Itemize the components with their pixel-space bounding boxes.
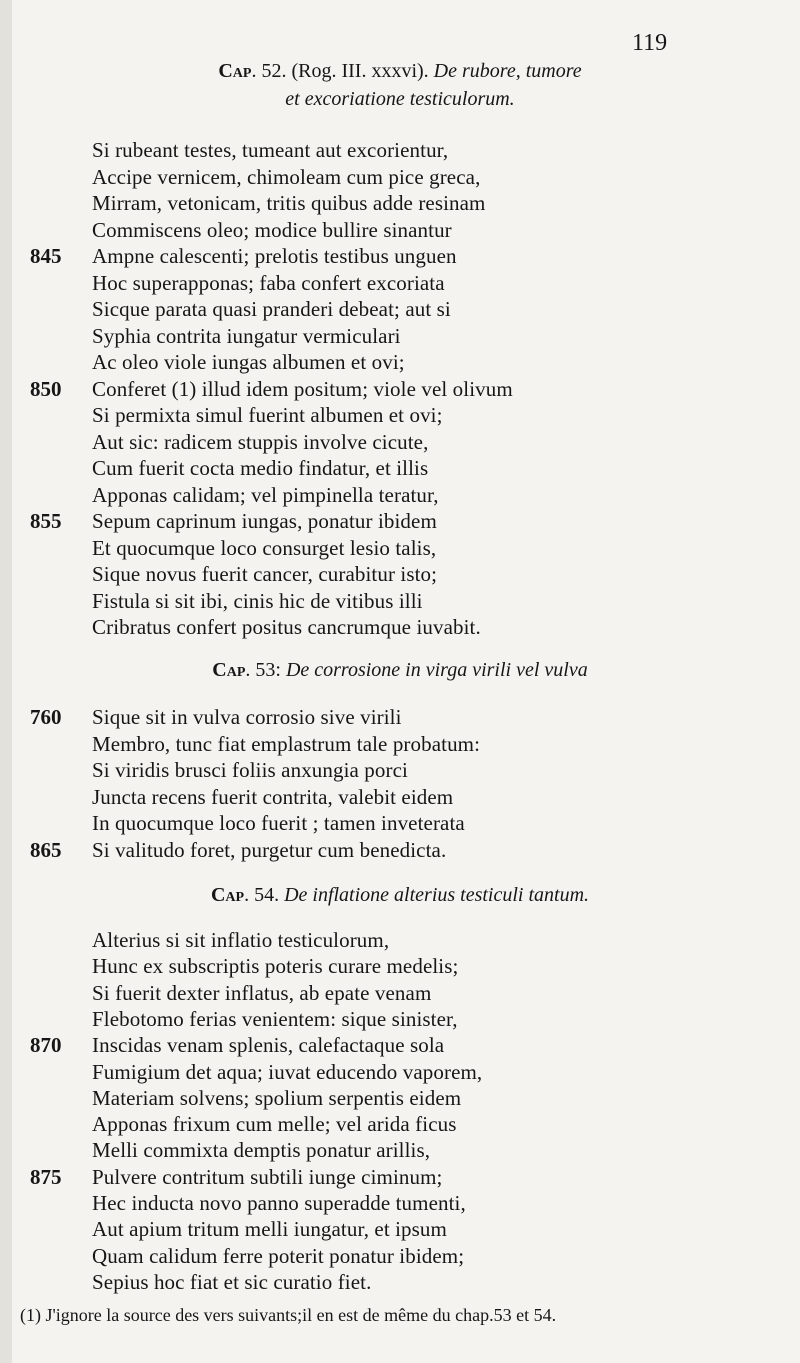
verse-line: Hoc superapponas; faba confert excoriata: [92, 270, 445, 295]
verse-line: Sicque parata quasi pranderi debeat; aut si: [92, 297, 451, 321]
verse-line: Inscidas venam splenis, calefactaque sola: [92, 1033, 445, 1058]
chapter-heading-52: [0, 60, 800, 83]
verse-line: Hunc ex subscriptis poteris curare medelis;: [92, 954, 459, 979]
verse-line: Melli commixta demptis ponatur arillis,: [92, 1138, 431, 1163]
verse-line: Commiscens oleo; modice bullire sinantur: [92, 217, 452, 242]
chapter-title: De corrosione in virga virili vel vulva: [285, 659, 588, 681]
chapter-label: Cap: [218, 60, 252, 82]
verse-line: Accipe vernicem, chimoleam cum pice greca,: [92, 164, 481, 189]
verse-line: Aut sic: radicem stuppis involve cicute,: [92, 429, 429, 454]
verse-line: Materiam solvens; spolium serpentis eidem: [92, 1085, 462, 1110]
verse-line: Syphia contrita iungatur vermiculari: [92, 323, 401, 348]
verse-line: Flebotomo ferias venientem: sique sinister,: [92, 1006, 458, 1031]
line-number: 760: [30, 705, 62, 729]
verse-line: Si valitudo foret, purgetur cum benedicta.: [92, 837, 447, 862]
verse-line: Ampne calescenti; prelotis testibus unguen: [92, 244, 457, 268]
chapter-number: . 53:: [245, 659, 286, 681]
verse-line: Et quocumque loco consurget lesio talis,: [92, 535, 437, 560]
verse-line: Pulvere contritum subtili iunge ciminum;: [92, 1164, 443, 1189]
chapter-title: De rubore, tumore: [433, 60, 582, 82]
line-number: 845: [30, 244, 62, 268]
chapter-heading-52-cont: [0, 88, 800, 111]
verse-line: Si permixta simul fuerint albumen et ovi;: [92, 403, 443, 427]
chapter-label: Cap: [210, 884, 245, 906]
page-number: 119: [632, 30, 668, 56]
verse-line: Conferet (1) illud idem positum; viole vel olivum: [92, 376, 513, 401]
verse-line: Fistula si sit ibi, cinis hic de vitibus illi: [92, 588, 423, 613]
line-number: 850: [30, 376, 62, 401]
verse-line: Alterius si sit inflatio testiculorum,: [92, 928, 390, 952]
verse-line: Hec inducta novo panno superadde tumenti,: [92, 1191, 466, 1215]
verse-line: In quocumque loco fuerit ; tamen inveterata: [92, 811, 465, 835]
line-number: 855: [30, 509, 62, 533]
verse-line: Membro, tunc fiat emplastrum tale probatum:: [92, 731, 481, 756]
verse-line: Juncta recens fuerit contrita, valebit eidem: [92, 784, 454, 809]
footnote: (1) J'ignore la source des vers suivants;il en est de même du chap.53 et 54.: [20, 1305, 557, 1325]
chapter-title-cont: et excoriatione testiculorum.: [285, 88, 515, 110]
verse-line: Sique novus fuerit cancer, curabitur isto;: [92, 562, 438, 586]
chapter-heading-54: [0, 884, 800, 907]
line-number: 870: [30, 1033, 62, 1058]
verse-line: Cribratus confert positus cancrumque iuvabit.: [92, 615, 481, 639]
line-number: 865: [30, 837, 62, 862]
verse-line: Sique sit in vulva corrosio sive virili: [92, 705, 402, 729]
chapter-heading-53: [0, 659, 800, 682]
verse-line: Mirram, vetonicam, tritis quibus adde resinam: [92, 191, 486, 215]
verse-line: Apponas calidam; vel pimpinella teratur,: [92, 482, 439, 507]
chapter-number: . 52. (Rog. III. xxxvi).: [251, 60, 434, 82]
chapter-number: . 54.: [244, 884, 285, 906]
verse-line: Quam calidum ferre poterit ponatur ibidem;: [92, 1243, 465, 1268]
verse-line: Sepum caprinum iungas, ponatur ibidem: [92, 509, 437, 533]
verse-line: Aut apium tritum melli iungatur, et ipsum: [92, 1217, 447, 1242]
verse-line: Si rubeant testes, tumeant aut excorientur,: [92, 138, 449, 162]
verse-line: Si fuerit dexter inflatus, ab epate venam: [92, 980, 432, 1005]
verse-line: Si viridis brusci foliis anxungia porci: [92, 758, 408, 782]
chapter-label: Cap: [212, 659, 246, 681]
chapter-title: De inflatione alterius testiculi tantum.: [284, 884, 590, 906]
verse-line: Cum fuerit cocta medio findatur, et illis: [92, 456, 429, 480]
line-number: 875: [30, 1164, 62, 1189]
verse-line: Fumigium det aqua; iuvat educendo vaporem,: [92, 1059, 483, 1084]
verse-line: Sepius hoc fiat et sic curatio fiet.: [92, 1269, 372, 1294]
verse-line: Apponas frixum cum melle; vel arida ficus: [92, 1112, 457, 1137]
verse-line: Ac oleo viole iungas albumen et ovi;: [92, 350, 405, 374]
